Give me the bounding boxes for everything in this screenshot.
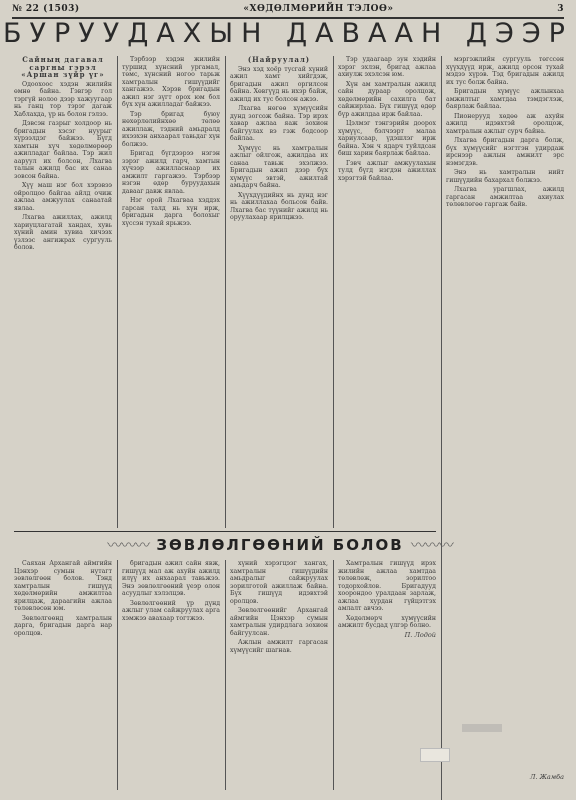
column-divider: [117, 560, 118, 790]
paragraph: Цэлмэг тэнгэрийн доорох хүмүүс, бэлчээрт малаа хариулсаар, үдэшлэг ирж байна. Хэн ч ядарч туйлдсан биш харин баярлаж байлаа.: [338, 120, 436, 157]
signature: П. Лодой: [404, 630, 436, 639]
paragraph: Лхагва ажиллах, ажилд хариуцлагатай хандах, хувь хүний амин хувиа хичээх үзлээс ангижрах сургууль болов.: [14, 214, 112, 251]
article-signature: [446, 774, 564, 788]
paragraph: Ажлын амжилт гаргасан хүмүүсийг шагнав.: [230, 639, 328, 654]
section2-column-3: [230, 560, 328, 790]
paragraph: Зөвлөлгөөнд хамтралын дарга, бригадын дарга нар оролцов.: [14, 614, 112, 637]
column-divider: [441, 56, 442, 800]
ornament-left: 〰〰〰: [107, 536, 150, 554]
paragraph: Саяхан Архангай аймгийн Цэнхэр сумын нутагт зөвлөлгөөн болов. Тэнд хамтралын гишүүд хөдөлмөрийн амжилтаа ярилцаж, дараагийн ажлаа төлөвлөсөн юм.: [14, 560, 112, 612]
paper-name: «ХӨДӨЛМӨРИЙН ТЭЛОӨ»: [243, 4, 394, 14]
paragraph: хүний хэрэгцээг хангах, хамтралын гишүүдийн амьдралыг сайжруулах зорилготой ажиллаж байна. Бүх гишүүд идэвхтэй оролцов.: [230, 560, 328, 605]
column-divider: [225, 56, 226, 528]
column-divider: [333, 56, 334, 528]
section-tag: (Найруулал): [247, 56, 311, 64]
paper-damage: [420, 748, 450, 762]
paragraph: Нэг орой Лхагваа хэддэх гарсан талд нь хүн ирж, бригадын дарга болохыг хүссэн тухай ярьжээ.: [122, 197, 220, 227]
section2-column-1: [14, 560, 112, 790]
paragraph: Тэрбээр хэдэн жилийн туршид хүнсний ургамал, төмс, хүнсний ногоо тарьж хамтралын гишүүдийг хангажээ. Хэрэв бригадын ажил нэг зүгт орох юм бол бүх хүн ажилладаг байжээ.: [122, 56, 220, 108]
article-column-5: [446, 56, 564, 776]
paragraph: бригадын ажил сайн явж, гишүүд мал аж ахуйн ажилд илүү их анхаарал тавьжээ. Энэ зөвлөлгөөний үеэр олон асуудлыг хэлэлцэв.: [122, 560, 220, 597]
paragraph: Лхагва нөгөө хүмүүсийн дунд зогсож байна. Тэр ирэх хавар ажлаа яаж зохион байгуулах вэ гэж бодсоор байлаа.: [230, 105, 328, 142]
paragraph: Одоохоос хэдэн жилийн өмнө байна. Гэвгэр гол тэргүй нолоо дээр хажуугаар нь ганц тор тэрэг дагаж Хаблахда, үр нь болон гэлээ.: [14, 80, 112, 118]
paragraph: Дэвсэн газрыг холдоор нь бригадын хэсэг нуурыг хүрээлдэг байжээ. Бүгд хамтын хүч хөдөлмөрөөр ажилладаг байлаа. Тэр жил ааруул их болсон, Лхагва талын ажилд бас их санаа зовсон байна.: [14, 120, 112, 180]
article-column-4: [338, 56, 436, 528]
issue-number: № 22 (1503): [12, 4, 80, 14]
paragraph: Гэвч ажлыг амжуулахын тулд бүгд нэгдэн ажиллах хэрэгтэй байлаа.: [338, 159, 436, 182]
signature: Л. Жамба: [530, 774, 564, 781]
print-blot: [462, 724, 502, 732]
paragraph: Зөвлөлгөөний үр дүнд ажлыг улам сайжруулах арга хэмжээ авахаар тогтжээ.: [122, 599, 220, 622]
paragraph: Тэр удаагаар зун хэдийн хэрэг эхлэн, бригад ажлаа ахиулж эхэлсэн юм.: [338, 56, 436, 78]
headline: БУРУУДАХЫН ДАВААН ДЭЭР: [3, 18, 573, 49]
section2-column-2: [122, 560, 220, 790]
section2-title-text: ЗӨВЛӨЛГӨӨНИЙ БОЛОВ: [156, 536, 404, 554]
paragraph: Бригадын хүмүүс ажлынхаа амжилтыг хамтдаа тэмдэглэж, баярлаж байлаа.: [446, 88, 564, 110]
article-column-2: [122, 56, 220, 528]
page-header: [12, 2, 564, 16]
section-rule: [14, 531, 436, 532]
paragraph: Лхагва урагшлах, ажилд гаргасан амжилтаа ахиулах төлөвлөгөө гаргаж байв.: [446, 186, 564, 208]
section2-title: [90, 534, 470, 556]
paragraph: Хөдөлмөрч хүмүүсийн амжилт бусдад үлгэр болно.: [338, 614, 436, 629]
paragraph: Пионерууд хөдөө аж ахуйн ажилд идэвхтэй оролцож, хамтралын ажлыг сурч байна.: [446, 112, 564, 135]
epigraph: Сайның дагавал саргны гэрэл «Аршан зүйр үг»: [21, 56, 105, 79]
ornament-right: 〰〰〰: [410, 536, 453, 554]
paragraph: Хүмүүс нь хамтралын ажлыг ойлгож, ажилдаа их санаа тавьж эхэлжээ. Бригадын ажил дээр бүх хүмүүс эвтэй, ажилтай амьдарч байна.: [230, 144, 328, 189]
column-divider: [225, 560, 226, 790]
paragraph: Хүүхдүүдийнх нь дунд нэг нь ажиллахаа больсон байв. Лхагва бас түүнийг ажилд нь оруулахаар ярилцжээ.: [230, 191, 328, 221]
paragraph: Бригад бүгдээрээ нэгэн зэрэг ажилд гарч, хамтын хүчээр ажилласнаар их амжилт гаргажээ. Тэрбээр нэгэн өдөр буруудахын давааг давж явлаа.: [122, 150, 220, 195]
paragraph: Зөвлөлгөөнийг Архангай аймгийн Цэнхэр сумын хамтралын удирдлага зохион байгуулсан.: [230, 607, 328, 637]
article-column-3: [230, 56, 328, 528]
paragraph: Лхагва бригадын дарга болж, бүх хүмүүсийг нэгтгэн удирдаж ирснээр ажлын амжилт эрс нэмэгдэв.: [446, 137, 564, 167]
paragraph: Энэ хэд хоёр тусгай хүний ажил хамт хийгдэж, бригадын ажил оргилсон байна. Хөвгүүд нь ихэр байж, ажилд их тус болсон ажээ.: [230, 65, 328, 103]
paragraph: Тэр бригад буюу нөхөрлөлийнхөө төлөө ажиллаж, тэдний амьдралд ихээхэн анхаарал тавьдаг хүн болжээ.: [122, 110, 220, 148]
paragraph: Хүү маш нэг бол хэрэвээ ойролцоо байгаа айлд очиж ажлаа амжуулах санаатай явлаа.: [14, 182, 112, 212]
paragraph: Хамтралын гишүүд ирэх жилийн ажлаа хамтдаа төлөвлөж, зорилтоо тодорхойлов. Бригадууд хоорондоо уралдаан зарлаж, ажлаа хурдан гүйцэтгэх амлалт авчээ.: [338, 560, 436, 612]
paragraph: мэргэжлийн сургууль төгссөн хүүхдүүд ирж, ажилд орсон тухай мэдээ хүрэв. Тэд бригадын ажилд их тус болж байна.: [446, 56, 564, 86]
page-number: 3: [557, 4, 564, 14]
paragraph: Хүн ам хамтралын ажилд сайн дураар оролцож, хөдөлмөрийн сахилга бат сайжирлаа. Бүх гишүүд өдөр бүр ажилдаа ирж байлаа.: [338, 80, 436, 118]
paragraph: Энэ нь хамтралын нийт гишүүдийн бахархал болжээ.: [446, 169, 564, 184]
column-divider: [117, 56, 118, 528]
article-column-1: [14, 56, 112, 528]
column-divider: [333, 560, 334, 790]
